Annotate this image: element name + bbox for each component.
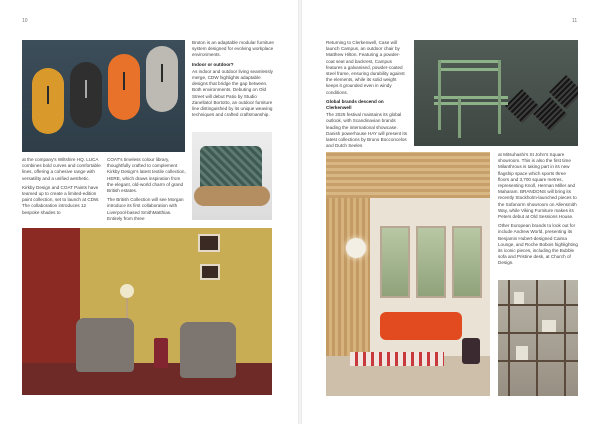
- paragraph: at Mitsuhashi's St John's Square showroom. This is also the first time Milanthrous is taking part in its new flagship space which sports three floors and 3,700 square metres, representing Knoll, Herman Miller and Maharam. BRANDONS will bring its recently Stockholm-launched pieces to the Sofanorm showroom on Allensmith Way, while Viking Furniture makes its Peters debut at Old Sessions House.: [498, 152, 577, 220]
- mustard-clock: [32, 68, 64, 134]
- shelf-board: [498, 360, 578, 362]
- clock-hand: [161, 64, 163, 82]
- shelf-post: [564, 280, 566, 396]
- chair-leg: [438, 60, 441, 130]
- shelf-board: [498, 304, 578, 306]
- wood-ceiling: [326, 152, 490, 198]
- left-page: [0, 0, 298, 424]
- paragraph: As indoor and outdoor living seamlessly merge, CDW highlights adaptable designs that bridge the gap between. Both environments. Debuting on Old Street will debut Patio by Studio Zanellato/ Bortotto, an outdoor furniture line distinguished by its unique weaving techniques and crafted craftsmanship.: [192, 68, 273, 118]
- chair-leg: [498, 60, 501, 134]
- armchair-left: [76, 318, 134, 372]
- paragraph: The British Collection will see Morgan introduce its first collaboration with Liverpool-based SmithMatthias. Entirely from three: [107, 197, 184, 221]
- armchairs-room-photo: [22, 228, 272, 395]
- chair-backrest-rail: [438, 68, 498, 71]
- window: [452, 226, 482, 298]
- paragraph: at the company's Wiltshire HQ. LUCA combines bold curves and comfortable lines, offering a cohesive range with versatility and a unified aesthetic.: [22, 157, 101, 181]
- wall-artwork: [200, 264, 220, 280]
- folio-left: 10: [22, 18, 28, 24]
- window: [380, 226, 410, 298]
- shelf-post: [536, 280, 538, 396]
- chair-leg: [458, 98, 461, 138]
- wall-clocks-photo: [22, 40, 185, 152]
- subheading: Global brands descend on Clerkenwell: [326, 98, 384, 111]
- grey-clock: [146, 46, 178, 112]
- side-table: [154, 338, 168, 368]
- window: [416, 226, 446, 298]
- right-page: [302, 0, 600, 424]
- wooden-seat: [194, 186, 270, 206]
- text-column-top-right: [192, 40, 274, 121]
- orange-sofa: [380, 312, 462, 340]
- clock-hand: [123, 72, 125, 90]
- chair-seat-rail: [434, 102, 508, 105]
- paragraph: Bruton is an adaptable modular furniture system designed for evolving workplace environments.: [192, 40, 274, 58]
- shelf-object: [514, 292, 524, 304]
- chair-backrest-rail: [438, 60, 498, 63]
- paragraph: Returning to Clerkenwell, Case will launch Campus, an outdoor chair by Matthew Hilton. Featuring a powder-coat seat and backrest, Campus features a galvanised, powder-coated steel frame, ensuring durability against the elements, while its solid weight keeps it grounded even in windy conditions.: [326, 40, 405, 95]
- paragraph: Kirkby Design and COAT Paints have teamed up to create a limited-edition paint collection, set to launch at CDW. The collaboration introduces 12 bespoke shades to: [22, 184, 100, 215]
- floor-tile: [505, 89, 539, 123]
- text-column-mid-right: [107, 157, 187, 225]
- shelf-object: [516, 346, 528, 360]
- shelf-post: [508, 280, 510, 396]
- paragraph: Other European brands to look out for include Andrew World, presenting its Benjamin Hubert-designed Caima Lounge, and Roche Bobois highlighting its iconic pieces, including the Bubble sofa and Pristine desk, at Church of Design.: [498, 223, 578, 266]
- pendant-lamp: [346, 238, 366, 258]
- dark-lounge-chair: [462, 338, 480, 364]
- wall-artwork: [198, 234, 220, 252]
- text-column-mid: [498, 152, 578, 270]
- outdoor-chair-photo: [414, 40, 578, 146]
- armchair-right: [180, 322, 236, 378]
- paragraph: COAT's timeless colour library, thoughtfully crafted to complement Kirkby Design's latest textile collection, HERE, which draws inspiration from the elegant, old-world charm of grand British estates.: [107, 157, 186, 194]
- text-column-top: [326, 40, 408, 152]
- shelf-board: [498, 332, 578, 334]
- orange-sofa-showroom-photo: [326, 152, 490, 396]
- paragraph: The 2025 festival maintains its global outlook, with Scandinavian brands leading the international showcase. Danish powerhouse HAY will present its latest collections by Bruno Bocconcelos and Dutch Seeles: [326, 112, 408, 149]
- chair-seat-rail: [434, 96, 508, 99]
- clock-hand: [85, 80, 87, 98]
- clock-hand: [47, 86, 49, 104]
- text-column-mid-left: [22, 157, 102, 219]
- shelving-photo: [498, 280, 578, 396]
- woven-chair-photo: [192, 132, 272, 220]
- shelf-object: [542, 320, 556, 332]
- lamp-shade: [120, 284, 134, 298]
- folio-right: 11: [572, 18, 578, 24]
- striped-rug: [350, 352, 444, 366]
- charcoal-clock: [70, 62, 102, 128]
- orange-clock: [108, 54, 140, 120]
- subheading: Indoor or outdoor?: [192, 61, 234, 67]
